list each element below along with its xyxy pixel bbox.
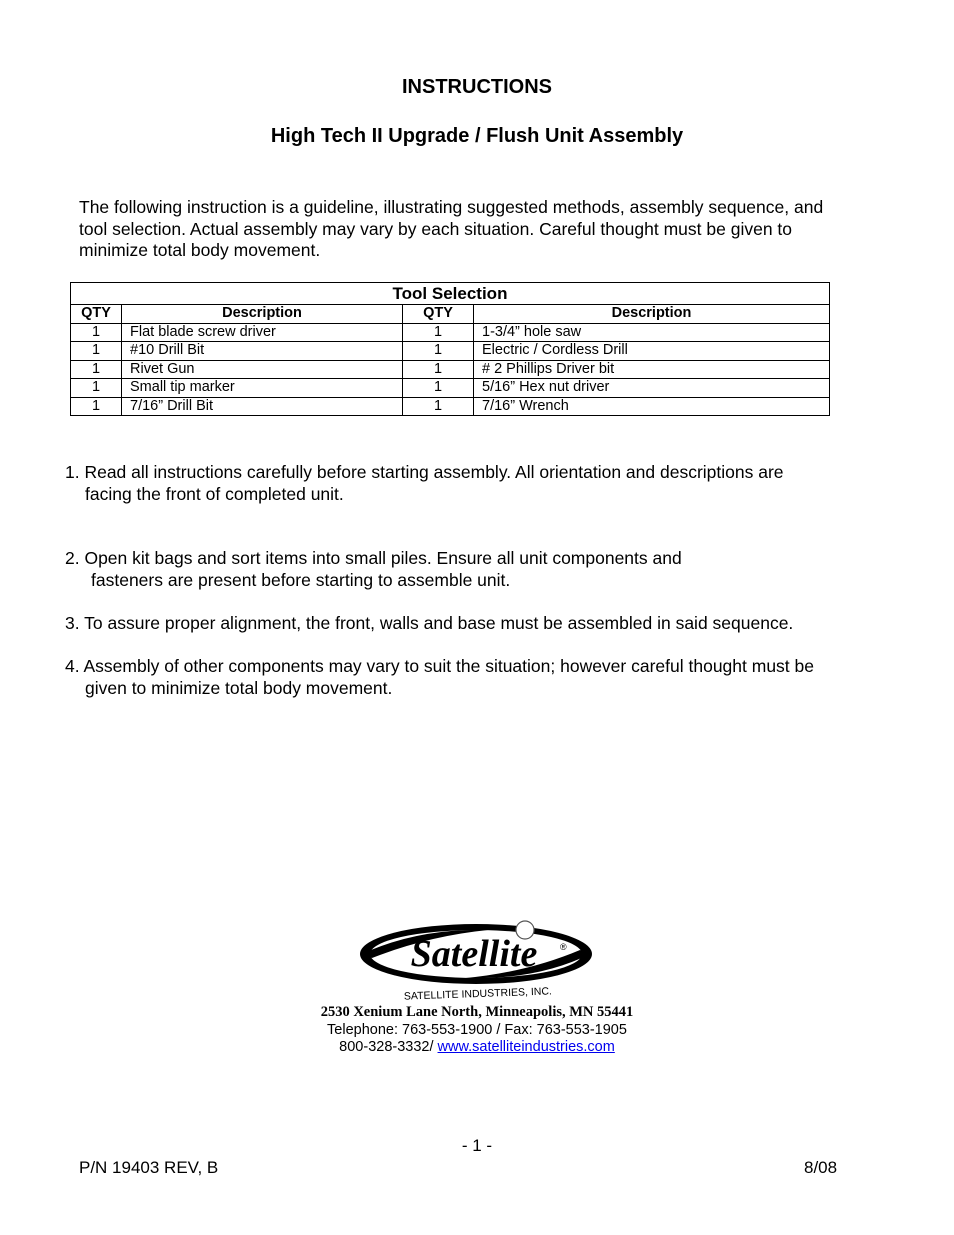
- step-text: 4. Assembly of other components may vary to suit the situation; however careful thought must be: [65, 656, 814, 676]
- cell-qty: 1: [71, 360, 122, 379]
- cell-description: Rivet Gun: [122, 360, 403, 379]
- table-row: [71, 397, 830, 416]
- table-header-row: [71, 305, 830, 324]
- satellite-logo: [358, 918, 598, 1006]
- cell-description: #10 Drill Bit: [122, 342, 403, 361]
- step-text-continued: facing the front of completed unit.: [85, 484, 344, 504]
- cell-qty: 1: [403, 360, 474, 379]
- page-subtitle: High Tech II Upgrade / Flush Unit Assembly: [270, 125, 684, 147]
- cell-qty: 1: [403, 379, 474, 398]
- logo-tagline: SATELLITE INDUSTRIES, INC.: [403, 985, 553, 1003]
- satellite-logo-graphic: [358, 918, 598, 1006]
- intro-line: The following instruction is a guideline, illustrating suggested methods, assembly sequence, and: [79, 197, 824, 217]
- step-text: 2. Open kit bags and sort items into small piles. Ensure all unit components and: [65, 548, 682, 568]
- registered-mark: ®: [560, 942, 567, 952]
- step-text: 3. To assure proper alignment, the front, walls and base must be assembled in said sequence.: [65, 613, 794, 633]
- table-row: [71, 360, 830, 379]
- cell-qty: 1: [71, 397, 122, 416]
- tool-selection-table: [70, 282, 830, 416]
- address-contact-line: [0, 1039, 954, 1055]
- address-street: 2530 Xenium Lane North, Minneapolis, MN 55441: [320, 1004, 634, 1020]
- instruction-step-2: [65, 547, 895, 591]
- page-number: - 1 -: [461, 1136, 493, 1155]
- table-title: Tool Selection: [71, 283, 830, 305]
- logo-wordmark: Satellite: [410, 933, 538, 975]
- step-text: 1. Read all instructions carefully before starting assembly. All orientation and descriptions are: [65, 462, 784, 482]
- intro-paragraph: [79, 197, 889, 262]
- instruction-step-1: [65, 461, 895, 505]
- instruction-step-4: [65, 655, 895, 699]
- cell-description: # 2 Phillips Driver bit: [474, 360, 830, 379]
- header-description: Description: [122, 305, 403, 324]
- table-row: [71, 379, 830, 398]
- cell-qty: 1: [403, 323, 474, 342]
- step-text-continued: given to minimize total body movement.: [85, 678, 393, 698]
- address-phone: Telephone: 763-553-1900 / Fax: 763-553-1905: [327, 1022, 627, 1038]
- intro-line: tool selection. Actual assembly may vary by each situation. Careful thought must be given to: [79, 218, 793, 239]
- page-title: INSTRUCTIONS: [402, 76, 552, 98]
- cell-description: 7/16” Drill Bit: [122, 397, 403, 416]
- website-link[interactable]: www.satelliteindustries.com: [437, 1039, 615, 1055]
- revision-date: 8/08: [804, 1158, 838, 1177]
- cell-description: Flat blade screw driver: [122, 323, 403, 342]
- cell-description: Small tip marker: [122, 379, 403, 398]
- cell-description: 7/16” Wrench: [474, 397, 830, 416]
- cell-qty: 1: [403, 397, 474, 416]
- cell-qty: 1: [403, 342, 474, 361]
- cell-description: 5/16” Hex nut driver: [474, 379, 830, 398]
- cell-description: 1-3/4” hole saw: [474, 323, 830, 342]
- header-qty: QTY: [71, 305, 122, 324]
- cell-description: Electric / Cordless Drill: [474, 342, 830, 361]
- table-row: [71, 323, 830, 342]
- cell-qty: 1: [71, 323, 122, 342]
- cell-qty: 1: [71, 342, 122, 361]
- instruction-step-3: [65, 612, 895, 634]
- toll-free-number: 800-328-3332/: [339, 1039, 438, 1055]
- step-text-continued: fasteners are present before starting to assemble unit.: [91, 570, 511, 590]
- header-description: Description: [474, 305, 830, 324]
- company-address: [0, 1004, 954, 1055]
- cell-qty: 1: [71, 379, 122, 398]
- part-number: P/N 19403 REV, B: [79, 1158, 219, 1177]
- header-qty: QTY: [403, 305, 474, 324]
- table-row: [71, 342, 830, 361]
- intro-line: minimize total body movement.: [79, 240, 321, 260]
